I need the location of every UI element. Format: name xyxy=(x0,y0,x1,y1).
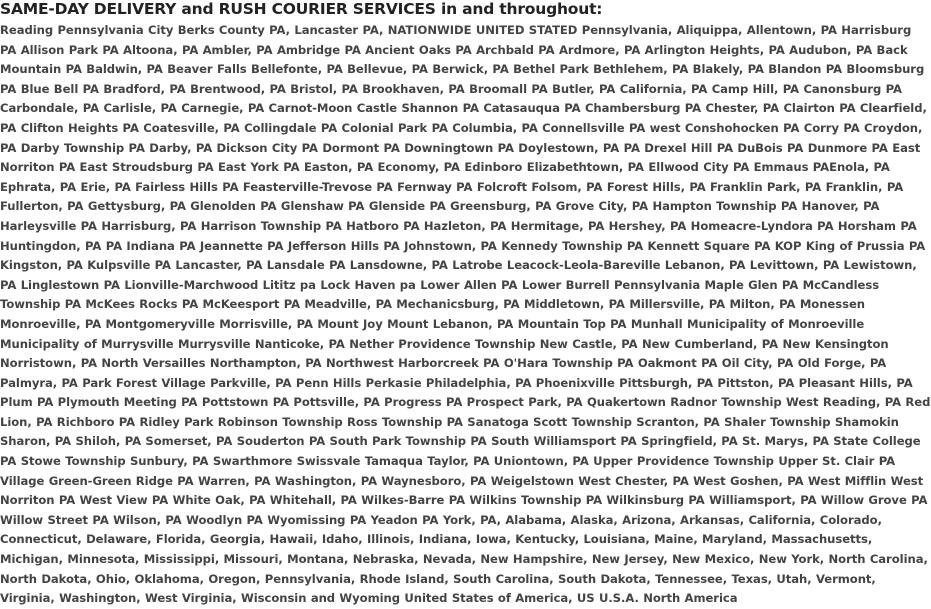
service-area-list: Reading Pennsylvania City Berks County PA, Lancaster PA, NATIONWIDE UNITED STATED Pennsylvania, Aliquippa, Allentown, PA Harrisburg PA Allison Park PA Altoona, PA Ambler, PA Ambridge PA Ancient Oaks PA Archbald PA Ardmore, PA Arlington Heights, PA Audubon, PA Back Mountain PA Baldwin, PA Beaver Falls Bellefonte, PA Bellevue, PA Berwick, PA Bethel Park Bethlehem, PA Blakely, PA Blandon PA Bloomsburg PA Blue Bell PA Bradford, PA Brentwood, PA Bristol, PA Brookhaven, PA Broomall PA Butler, PA California, PA Camp Hill, PA Canonsburg PA Carbondale, PA Carlisle, PA Carnegie, PA Carnot-Moon Castle Shannon PA Catasauqua PA Chambersburg PA Chester, PA Clairton PA Clearfield, PA Clifton Heights PA Coatesville, PA Collingdale PA Colonial Park PA Columbia, PA Connellsville PA west Conshohocken PA Corry PA Croydon, PA Darby Township PA Darby, PA Dickson City PA Dormont PA Downingtown PA Doylestown, PA PA Drexel Hill PA DuBois PA Dunmore PA East Norriton PA East Stroudsburg PA East York PA Easton, PA Economy, PA Edinboro Elizabethtown, PA Ellwood City PA Emmaus PAEnola, PA Ephrata, PA Erie, PA Fairless Hills PA Feasterville-Trevose PA Fernway PA Folcroft Folsom, PA Forest Hills, PA Franklin Park, PA Franklin, PA Fullerton, PA Gettysburg, PA Glenolden PA Glenshaw PA Glenside PA Greensburg, PA Grove City, PA Hampton Township PA Hanover, PA Harleysville PA Harrisburg, PA Harrison Township PA Hatboro PA Hazleton, PA Hermitage, PA Hershey, PA Homeacre-Lyndora PA Horsham PA Huntingdon, PA PA Indiana PA Jeannette PA Jefferson Hills PA Johnstown, PA Kennedy Township PA Kennett Square PA KOP King of Prussia PA Kingston, PA Kulpsville PA Lancaster, PA Lansdale PA Lansdowne, PA Latrobe Leacock-Leola-Bareville Lebanon, PA Levittown, PA Lewistown, PA Linglestown PA Lionville-Marchwood Lititz pa Lock Haven pa Lower Allen PA Lower Burrell Pennsylvania Maple Glen PA McCandless Township PA McKees Rocks PA McKeesport PA Meadville, PA Mechanicsburg, PA Middletown, PA Millersville, PA Milton, PA Monessen Monroeville, PA Montgomeryville Morrisville, PA Mount Joy Mount Lebanon, PA Mountain Top PA Munhall Municipality of Monroeville Municipality of Murrysville Murrysville Nanticoke, PA Nether Providence Township New Castle, PA New Cumberland, PA New Kensington Norristown, PA North Versailles Northampton, PA Northwest Harborcreek PA O'Hara Township PA Oakmont PA Oil City, PA Old Forge, PA Palmyra, PA Park Forest Village Parkville, PA Penn Hills Perkasie Philadelphia, PA Phoenixville Pittsburgh, PA Pittston, PA Pleasant Hills, PA Plum PA Plymouth Meeting PA Pottstown PA Pottsville, PA Progress PA Prospect Park, PA Quakertown Radnor Township West Reading, PA Red Lion, PA Richboro PA Ridley Park Robinson Township Ross Township PA Sanatoga Scott Township Scranton, PA Shaler Township Shamokin Sharon, PA Shiloh, PA Somerset, PA Souderton PA South Park Township PA South Williamsport PA Springfield, PA St. Marys, PA State College PA Stowe Township Sunbury, PA Swarthmore Swissvale Tamaqua Taylor, PA Uniontown, PA Upper Providence Township Upper St. Clair PA Village Green-Green Ridge PA Warren, PA Washington, PA Waynesboro, PA Weigelstown West Chester, PA West Goshen, PA West Mifflin West Norriton PA West View PA White Oak, PA Whitehall, PA Wilkes-Barre PA Wilkins Township PA Wilkinsburg PA Williamsport, PA Willow Grove PA Willow Street PA Wilson, PA Woodlyn PA Wyomissing PA Yeadon PA York, PA, Alabama, Alaska, Arizona, Arkansas, California, Colorado, Connecticut, Delaware, Florida, Georgia, Hawaii, Idaho, Illinois, Indiana, Iowa, Kentucky, Louisiana, Maine, Maryland, Massachusetts, Michigan, Minnesota, Mississippi, Missouri, Montana, Nebraska, Nevada, New Hampshire, New Jersey, New Mexico, New York, North Carolina, North Dakota, Ohio, Oklahoma, Oregon, Pennsylvania, Rhode Island, South Carolina, South Dakota, Tennessee, Texas, Utah, Vermont, Virginia, Washington, West Virginia, Wisconsin and Wyoming United States of America, US U.S.A. North America xyxy=(0,23,931,606)
service-area-heading: SAME-DAY DELIVERY and RUSH COURIER SERVICES in and throughout: xyxy=(0,0,603,18)
